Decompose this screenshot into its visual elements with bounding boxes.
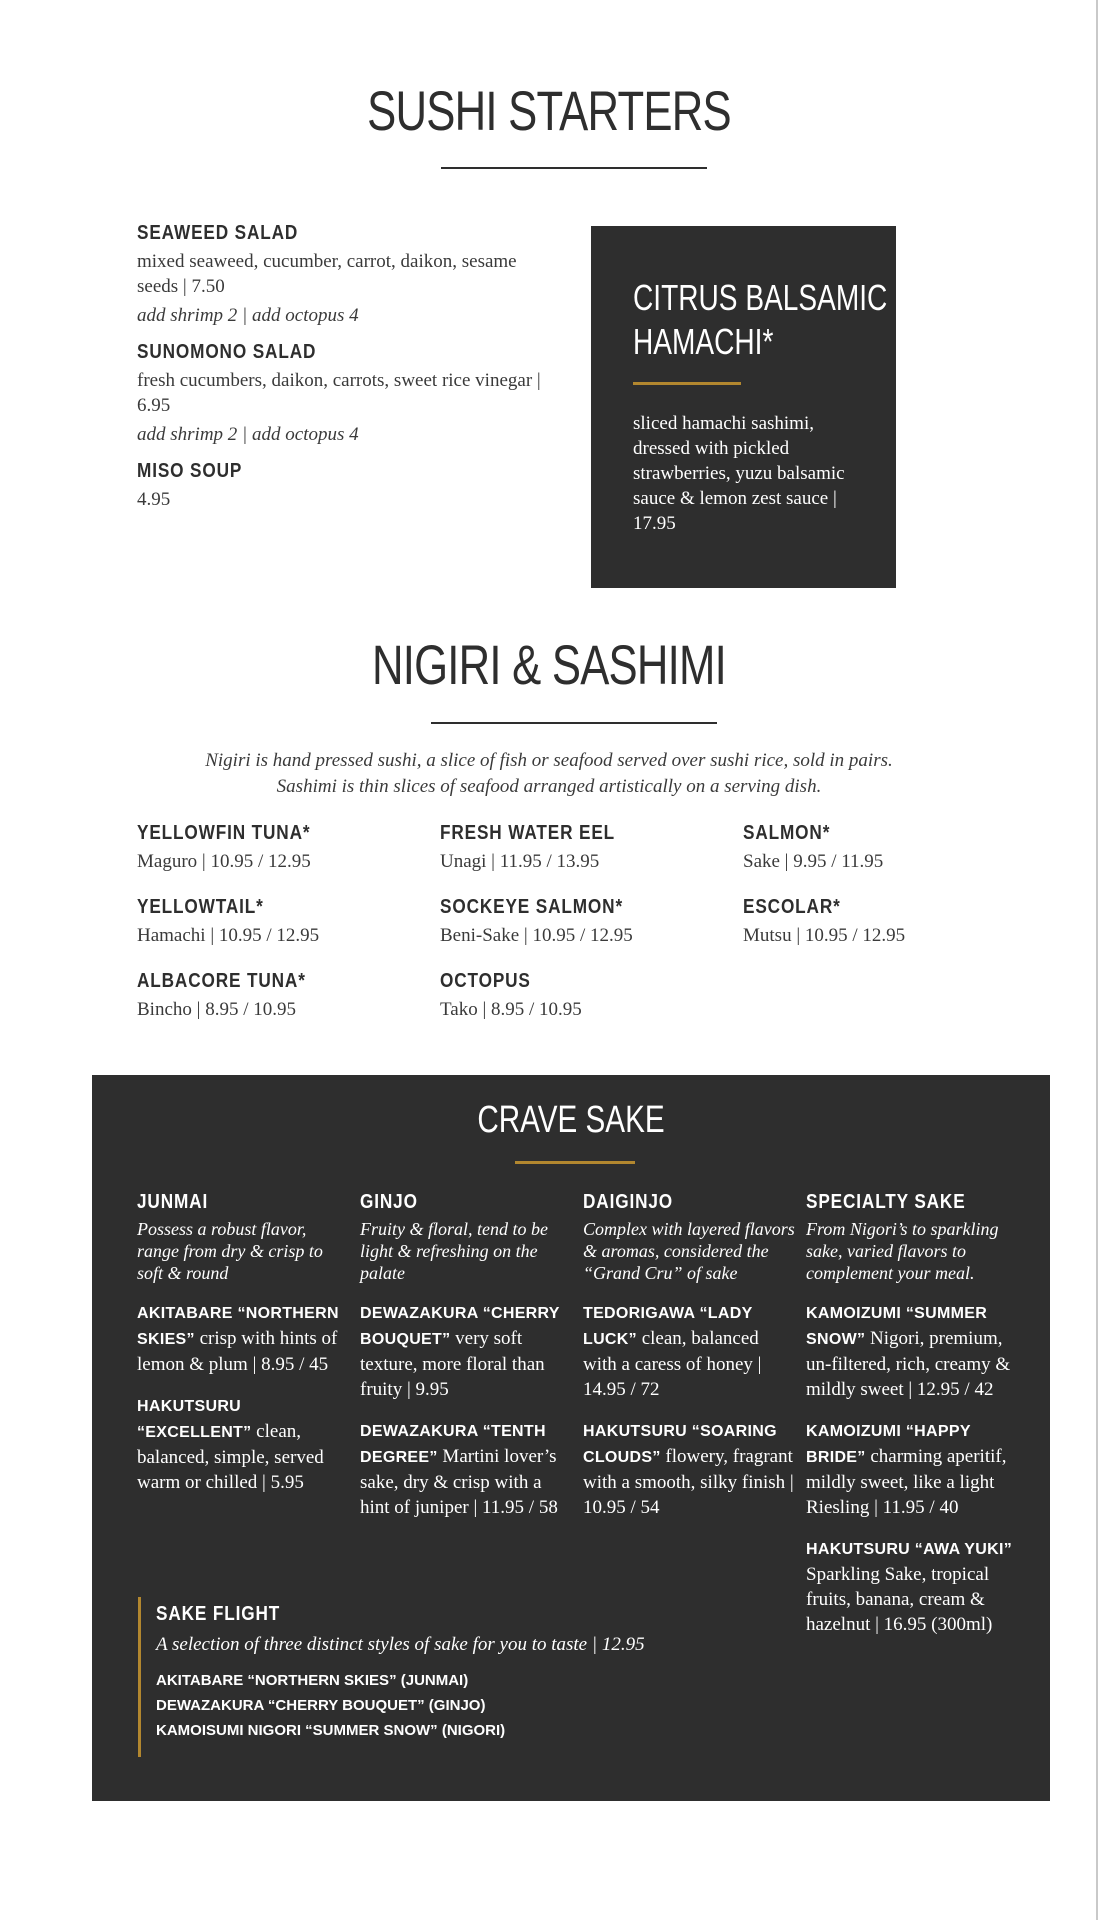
sake-flight-list [156, 1668, 796, 1743]
starter-item [137, 222, 557, 327]
sake-item [360, 1418, 572, 1520]
nigiri-desc: Sake | 9.95 / 11.95 [743, 851, 884, 872]
nigiri-item [743, 822, 1033, 896]
nigiri-name: YELLOWTAIL* [137, 896, 264, 918]
nigiri-name: FRESH WATER EEL [440, 822, 616, 844]
sake-item [137, 1300, 349, 1377]
intro-line: Nigiri is hand pressed sushi, a slice of fish or seafood served over sushi rice, sold in pairs. [205, 750, 893, 771]
nigiri-item [137, 896, 427, 970]
nigiri-desc: Tako | 8.95 / 10.95 [440, 999, 582, 1020]
sake-item-desc: Martini lover’s sake, dry & crisp with a hint of juniper | 11.95 / 58 [360, 1446, 558, 1518]
nigiri-item [440, 822, 730, 896]
nigiri-column [137, 822, 427, 1044]
starter-addon: add shrimp 2 | add octopus 4 [137, 424, 359, 445]
sake-flight-list-item: KAMOISUMI NIGORI “SUMMER SNOW” (NIGORI) [156, 1722, 506, 1739]
sake-item [583, 1418, 795, 1520]
sake-item [360, 1300, 572, 1402]
featured-dish-title [633, 276, 888, 364]
nigiri-item [743, 896, 1033, 970]
featured-dish-desc: sliced hamachi sashimi, dressed with pickled strawberries, yuzu balsamic sauce & lemon zest sauce | 17.95 [633, 413, 845, 534]
sake-item-desc: charming aperitif, mildly sweet, like a light Riesling | 11.95 / 40 [806, 1446, 1007, 1518]
starter-name: SEAWEED SALAD [137, 222, 299, 244]
nigiri-name: YELLOWFIN TUNA* [137, 822, 311, 844]
sake-category-intro: Fruity & floral, tend to be light & refreshing on the palate [360, 1219, 548, 1283]
intro-line: Sashimi is thin slices of seafood arranged artistically on a serving dish. [276, 776, 822, 797]
featured-title-line: HAMACHI* [633, 321, 774, 362]
sake-column-specialty [806, 1191, 1018, 1637]
starter-addon: add shrimp 2 | add octopus 4 [137, 305, 359, 326]
sake-item-name: KAMOIZUMI “SUMMER SNOW” [806, 1305, 988, 1348]
sake-item-name: DEWAZAKURA “TENTH DEGREE” [360, 1423, 546, 1466]
nigiri-item [137, 822, 427, 896]
sake-item [583, 1300, 795, 1402]
nigiri-name: ESCOLAR* [743, 896, 841, 918]
nigiri-intro [0, 748, 1098, 800]
sake-item-desc: clean, balanced, simple, served warm or chilled | 5.95 [137, 1421, 324, 1493]
nigiri-desc: Mutsu | 10.95 / 12.95 [743, 925, 906, 946]
sake-divider [515, 1161, 635, 1164]
nigiri-desc: Maguro | 10.95 / 12.95 [137, 851, 311, 872]
sake-column-daiginjo [583, 1191, 795, 1520]
nigiri-desc: Beni-Sake | 10.95 / 12.95 [440, 925, 633, 946]
sake-item-desc: Nigori, premium, un-filtered, rich, creamy & mildly sweet | 12.95 / 42 [806, 1328, 1011, 1400]
sake-item-desc: crisp with hints of lemon & plum | 8.95 / 45 [137, 1328, 338, 1375]
sushi-starters-title: SUSHI STARTERS [367, 79, 731, 142]
crave-sake-panel [92, 1075, 1050, 1801]
sake-category-name: DAIGINJO [583, 1191, 674, 1213]
starter-item [137, 460, 557, 512]
sake-category-name: SPECIALTY SAKE [806, 1191, 966, 1213]
sake-column-ginjo [360, 1191, 572, 1520]
sake-flight-list-item: AKITABARE “NORTHERN SKIES” (JUNMAI) [156, 1672, 469, 1689]
nigiri-item [440, 970, 730, 1044]
starters-list [137, 222, 557, 526]
sake-flight-list-item: DEWAZAKURA “CHERRY BOUQUET” (GINJO) [156, 1697, 486, 1714]
sake-item-desc: clean, balanced with a caress of honey | 14.95 / 72 [583, 1328, 762, 1400]
nigiri-sashimi-title: NIGIRI & SASHIMI [371, 633, 726, 696]
sake-category-name: GINJO [360, 1191, 418, 1213]
sake-item-name: HAKUTSURU “EXCELLENT” [137, 1398, 252, 1441]
sake-category-intro: From Nigori’s to sparkling sake, varied flavors to complement your meal. [806, 1219, 999, 1283]
starter-desc: fresh cucumbers, daikon, carrots, sweet rice vinegar | 6.95 [137, 370, 541, 416]
starter-name: SUNOMONO SALAD [137, 341, 317, 363]
sake-item-desc: very soft texture, more floral than fruity | 9.95 [360, 1328, 545, 1400]
nigiri-name: SOCKEYE SALMON* [440, 896, 624, 918]
nigiri-desc: Hamachi | 10.95 / 12.95 [137, 925, 320, 946]
nigiri-desc: Unagi | 11.95 / 13.95 [440, 851, 600, 872]
starters-divider [441, 167, 707, 169]
nigiri-desc: Bincho | 8.95 / 10.95 [137, 999, 296, 1020]
nigiri-divider [431, 722, 717, 724]
sake-item-name: HAKUTSURU “AWA YUKI” [806, 1541, 1013, 1558]
nigiri-column [743, 822, 1033, 970]
crave-sake-title: CRAVE SAKE [477, 1099, 665, 1141]
sake-item-name: DEWAZAKURA “CHERRY BOUQUET” [360, 1305, 560, 1348]
sake-item-desc: Sparkling Sake, tropical fruits, banana, cream & hazelnut | 16.95 (300ml) [806, 1564, 993, 1635]
nigiri-name: OCTOPUS [440, 970, 531, 992]
sake-item [806, 1536, 1018, 1637]
sake-item-name: TEDORIGAWA “LADY LUCK” [583, 1305, 753, 1348]
nigiri-name: ALBACORE TUNA* [137, 970, 306, 992]
starter-item [137, 341, 557, 446]
nigiri-column [440, 822, 730, 1044]
starter-desc: mixed seaweed, cucumber, carrot, daikon, sesame seeds | 7.50 [137, 251, 517, 297]
starter-name: MISO SOUP [137, 460, 243, 482]
sake-category-name: JUNMAI [137, 1191, 209, 1213]
sake-item-desc: flowery, fragrant with a smooth, silky finish | 10.95 / 54 [583, 1446, 794, 1518]
sake-item-name: KAMOIZUMI “HAPPY BRIDE” [806, 1423, 971, 1466]
sake-item-name: HAKUTSURU “SOARING CLOUDS” [583, 1423, 777, 1466]
sake-flight-desc: A selection of three distinct styles of sake for you to taste | 12.95 [156, 1634, 645, 1655]
sake-column-junmai [137, 1191, 349, 1495]
featured-title-line: CITRUS BALSAMIC [633, 277, 888, 318]
sake-category-intro: Complex with layered flavors & aromas, considered the “Grand Cru” of sake [583, 1219, 795, 1283]
sake-item [806, 1418, 1018, 1520]
featured-divider [633, 382, 741, 385]
nigiri-item [137, 970, 427, 1044]
sake-item [806, 1300, 1018, 1402]
sake-category-intro: Possess a robust flavor, range from dry & crisp to soft & round [137, 1219, 323, 1283]
sake-item-name: AKITABARE “NORTHERN SKIES” [137, 1305, 339, 1348]
nigiri-item [440, 896, 730, 970]
sake-item [137, 1393, 349, 1495]
nigiri-name: SALMON* [743, 822, 831, 844]
starter-desc: 4.95 [137, 489, 171, 510]
featured-dish-card [591, 226, 896, 588]
sake-flight-name: SAKE FLIGHT [156, 1603, 281, 1625]
sake-flight-box [138, 1597, 796, 1757]
